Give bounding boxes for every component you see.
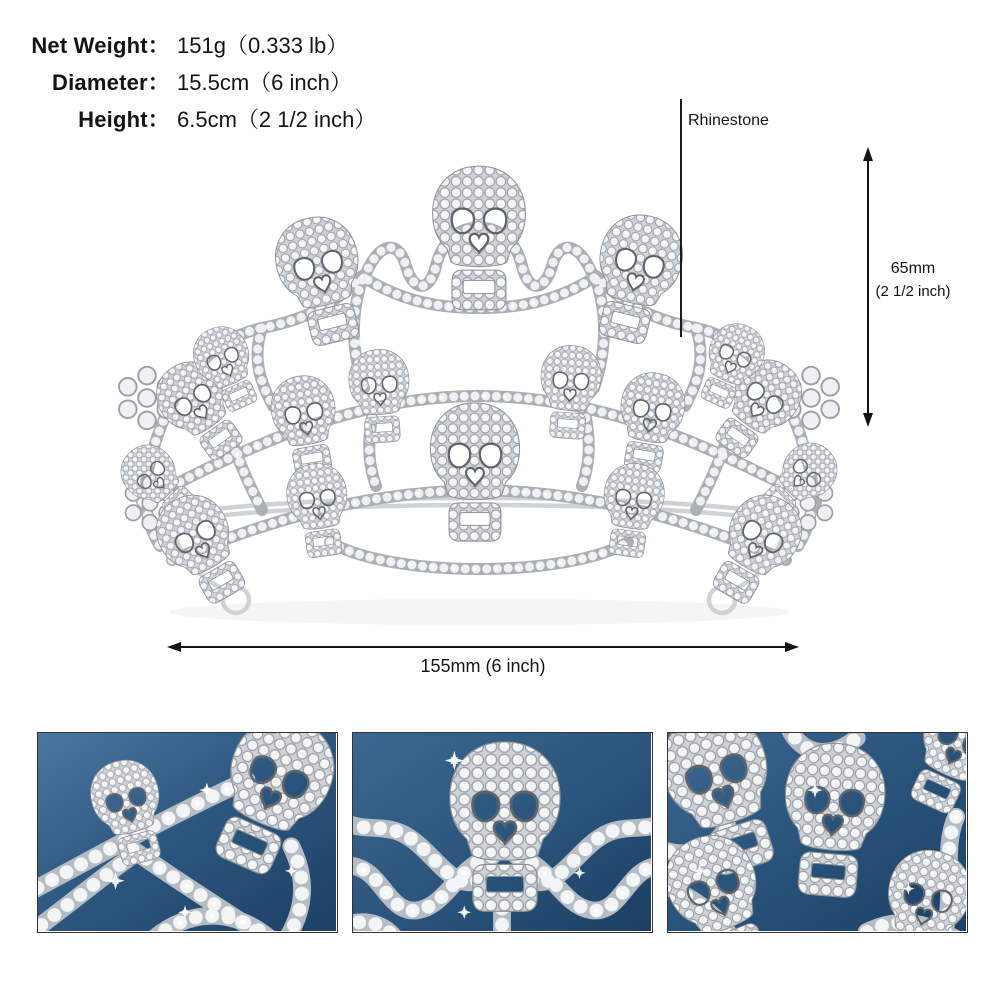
spec-row-net-weight	[22, 27, 376, 64]
spec-value-height: 6.5cm（2 1/2 inch）	[177, 107, 377, 132]
height-value-inch: (2 1/2 inch)	[875, 283, 951, 300]
rhinestone-label: Rhinestone	[688, 112, 769, 129]
tiara-photo	[110, 130, 870, 630]
spec-label-height: Height：	[78, 107, 170, 132]
spec-list	[22, 27, 376, 138]
spec-value-net-weight: 151g（0.333 lb）	[177, 33, 349, 58]
spec-label-diameter: Diameter：	[52, 70, 170, 95]
width-dimension-label: 155mm (6 inch)	[420, 656, 546, 676]
height-dimension-label	[858, 260, 968, 300]
skull-ornament	[431, 403, 519, 540]
skull-ornament	[433, 167, 525, 310]
skull-ornament	[698, 483, 813, 613]
detail-photo-3	[667, 732, 968, 933]
skull-ornament	[347, 348, 413, 444]
width-dimension-arrow	[180, 646, 786, 648]
skull-ornament	[144, 483, 259, 613]
spec-value-diameter: 15.5cm（6 inch）	[177, 70, 352, 95]
detail-photo-2	[352, 732, 653, 933]
skull-ornament	[266, 371, 345, 478]
spec-row-diameter	[22, 64, 376, 101]
skull-ornaments	[111, 167, 847, 613]
spec-label-net-weight: Net Weight：	[31, 33, 170, 58]
rhinestone-callout-line	[680, 99, 682, 337]
height-value: 65mm	[890, 260, 936, 277]
detail-photo-1	[37, 732, 338, 933]
